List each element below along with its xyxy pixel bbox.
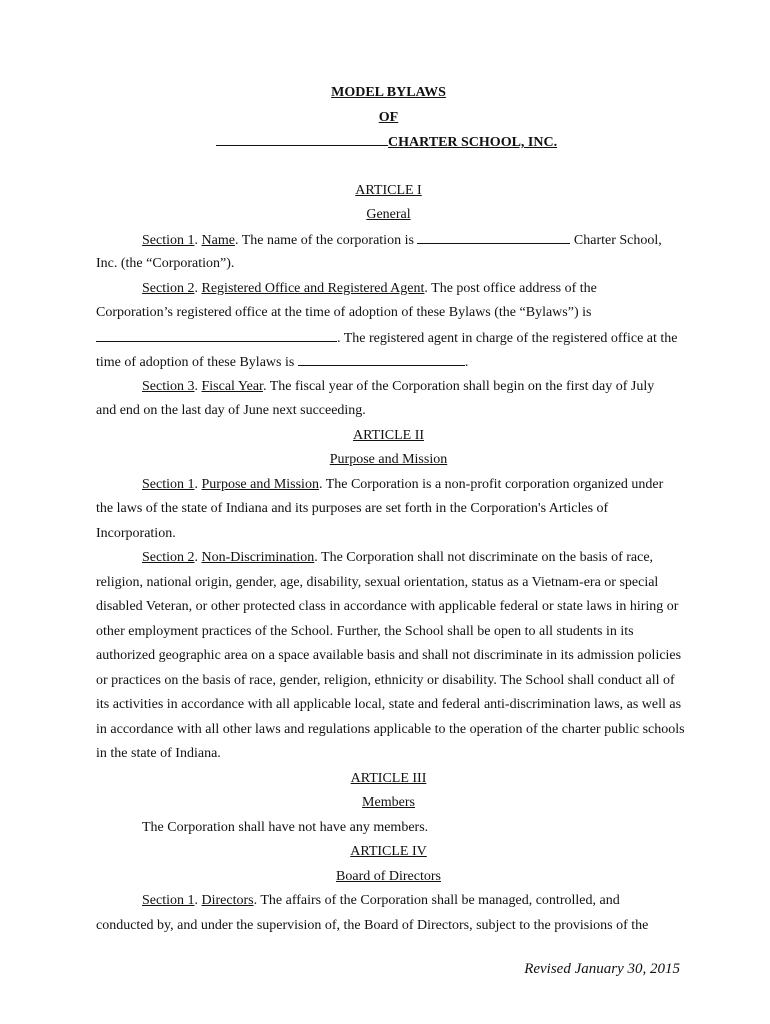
article-2-heading-text: ARTICLE II — [352, 428, 425, 443]
a2-s2-text-a: The Corporation shall not discriminate on the basis of race, — [321, 550, 654, 565]
a1-s2-text-c: . The registered agent in charge of the registered office at the — [337, 331, 678, 346]
a1-s3-line2 — [96, 403, 681, 419]
doc-title-school — [216, 134, 616, 151]
a1-s3-text-b: and end on the last day of June next succeeding. — [96, 403, 366, 418]
a1-s1-text-c: Inc. (the “Corporation”). — [96, 256, 235, 271]
a2-s2-body-line — [96, 673, 681, 689]
a2-s1-text-b: the laws of the state of Indiana and its purposes are set forth in the Corporation's Articles of — [96, 501, 609, 516]
revision-footer: Revised January 30, 2015 — [524, 961, 680, 977]
article-2-subheading — [96, 452, 681, 468]
article-1-subheading — [96, 207, 681, 223]
a4-s1-line2 — [96, 918, 681, 934]
article-1-subheading-text: General — [366, 207, 411, 222]
a2-s2-label: Section 2 — [142, 550, 195, 565]
a1-s3-label: Section 3 — [142, 379, 195, 394]
a2-s2-line-text: religion, national origin, gender, age, disability, sexual orientation, status as a Vietnam-era or special — [96, 575, 659, 590]
a2-s1-label: Section 1 — [142, 477, 195, 492]
a1-s2-line1: Section 2. Registered Office and Registered Agent. The post office address of the — [142, 281, 597, 296]
a2-s2-body-line — [96, 648, 681, 664]
office-address-blank — [96, 330, 337, 342]
a1-s1-text-b: Charter School, — [573, 233, 662, 248]
a1-s2-text-b: Corporation’s registered office at the time of adoption of these Bylaws (the “Bylaws”) is — [96, 305, 592, 320]
a1-s1-title: Name — [201, 233, 235, 248]
article-3-heading — [96, 771, 681, 787]
a1-s2-line2 — [96, 305, 681, 321]
a2-s2-body-line — [96, 722, 685, 738]
a1-s1-label: Section 1 — [142, 233, 195, 248]
a1-s1-line2 — [96, 256, 681, 272]
a1-s3-title: Fiscal Year — [201, 379, 263, 394]
article-1-heading — [96, 183, 681, 199]
title-line-2: OF — [378, 110, 399, 125]
a1-s1-line1: Section 1. Name. The name of the corporation is Charter School, — [142, 233, 662, 248]
a1-s1-text-a: The name of the corporation is — [241, 233, 414, 248]
a2-s1-title: Purpose and Mission — [201, 477, 319, 492]
article-1-heading-text: ARTICLE I — [355, 183, 422, 198]
a2-s1-text-c: Incorporation. — [96, 526, 176, 541]
a2-s2-body-line — [96, 624, 681, 640]
a2-s2-line1: Section 2. Non-Discrimination. The Corporation shall not discriminate on the basis of race, — [142, 550, 654, 565]
a2-s2-line-text: or practices on the basis of race, gender, religion, ethnicity or disability. The School shall conduct all of — [96, 673, 675, 688]
a2-s2-body-line — [96, 599, 681, 615]
a1-s2-text-d: time of adoption of these Bylaws is — [96, 355, 295, 370]
a1-s2-label: Section 2 — [142, 281, 195, 296]
article-3-subheading-text: Members — [362, 795, 415, 810]
a2-s1-line3 — [96, 526, 681, 542]
doc-title — [96, 85, 681, 101]
a1-s2-line4 — [96, 354, 681, 371]
a1-s3-text-a: The fiscal year of the Corporation shall begin on the first day of July — [269, 379, 655, 394]
a2-s2-line-text: authorized geographic area on a space available basis and shall not discriminate in its admission policies — [96, 648, 682, 663]
a2-s2-line-text: in the state of Indiana. — [96, 746, 221, 761]
article-2-heading — [96, 428, 681, 444]
article-3-heading-text: ARTICLE III — [350, 771, 427, 786]
a3-text: The Corporation shall have not have any members. — [142, 820, 429, 835]
a2-s2-body-line — [96, 575, 681, 591]
article-4-subheading — [96, 869, 681, 885]
a2-s2-title: Non-Discrimination — [201, 550, 315, 565]
a4-s1-text-a: The affairs of the Corporation shall be managed, controlled, and — [260, 893, 620, 908]
article-4-subheading-text: Board of Directors — [336, 869, 441, 884]
a2-s1-text-a: The Corporation is a non-profit corporation organized under — [325, 477, 664, 492]
agent-name-blank — [298, 354, 465, 366]
a1-s2-title: Registered Office and Registered Agent — [201, 281, 425, 296]
a2-s2-line-text: its activities in accordance with all applicable local, state and federal anti-discrimination laws, as well as — [96, 697, 682, 712]
school-name-blank — [216, 134, 388, 146]
article-4-heading — [96, 844, 681, 860]
a2-s2-body-line — [96, 697, 681, 713]
a2-s2-line-text: disabled Veteran, or other protected class in accordance with applicable federal or state laws in hiring or — [96, 599, 679, 614]
a2-s1-line1: Section 1. Purpose and Mission. The Corporation is a non-profit corporation organized under — [142, 477, 664, 492]
a2-s2-body-line — [96, 746, 681, 762]
a1-s2-line3 — [96, 330, 681, 347]
a4-s1-text-b: conducted by, and under the supervision of, the Board of Directors, subject to the provisions of the — [96, 918, 649, 933]
a2-s2-line-text: other employment practices of the School. Further, the School shall be open to all students in its — [96, 624, 634, 639]
a4-s1-line1: Section 1. Directors. The affairs of the Corporation shall be managed, controlled, and — [142, 893, 620, 908]
a2-s2-line-text: in accordance with all other laws and regulations applicable to the operation of the charter public schools — [96, 722, 685, 737]
a3-text-line — [96, 820, 727, 836]
a1-s3-line1: Section 3. Fiscal Year. The fiscal year of the Corporation shall begin on the first day of July — [142, 379, 655, 394]
title-line-1: MODEL BYLAWS — [331, 85, 446, 100]
a4-s1-label: Section 1 — [142, 893, 195, 908]
a1-s2-text-a: The post office address of the — [431, 281, 597, 296]
a4-s1-title: Directors — [201, 893, 254, 908]
article-3-subheading — [96, 795, 681, 811]
a2-s1-line2 — [96, 501, 681, 517]
corp-name-blank — [417, 232, 570, 244]
article-2-subheading-text: Purpose and Mission — [329, 452, 448, 467]
article-4-heading-text: ARTICLE IV — [350, 844, 427, 859]
a1-s2-text-e: . — [464, 355, 469, 370]
title-line-3: CHARTER SCHOOL, INC. — [388, 135, 558, 150]
doc-title-of — [96, 110, 681, 126]
